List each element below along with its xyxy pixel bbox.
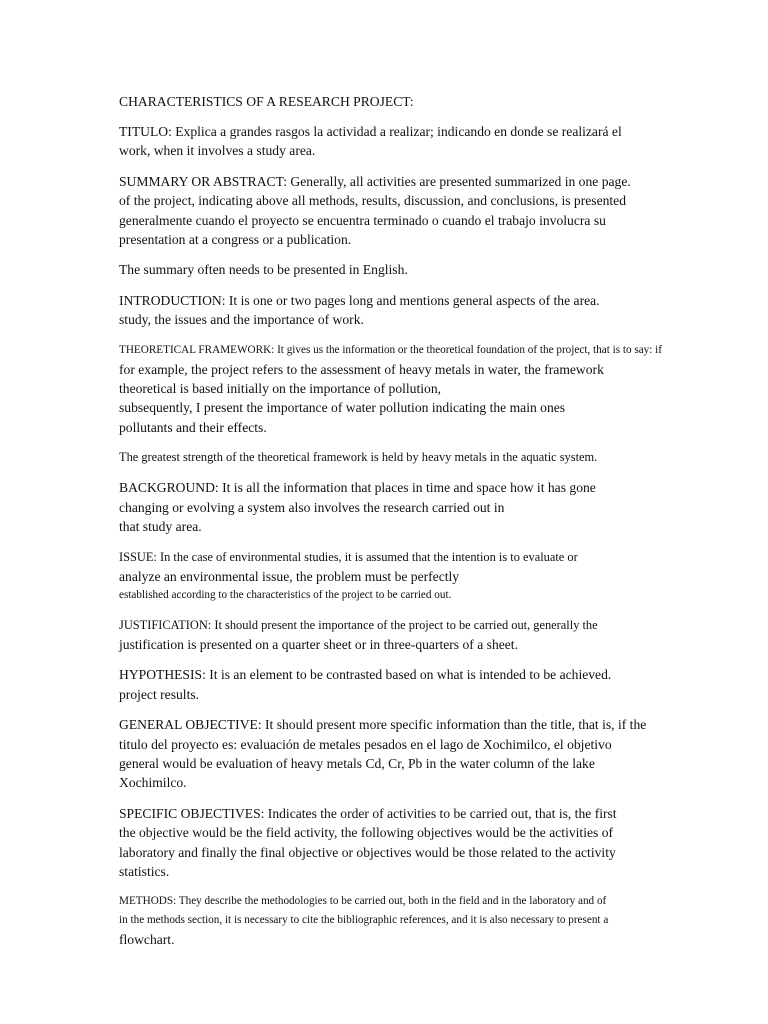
paragraph-summary-english	[119, 260, 659, 279]
paragraph-theoretical-framework	[119, 341, 663, 438]
paragraph-line: changing or evolving a system also involves the research carried out in	[119, 499, 505, 515]
paragraph-specific-objectives	[119, 804, 659, 882]
paragraph-justification	[119, 616, 659, 654]
paragraph-line: generalmente cuando el proyecto se encuentra terminado o cuando el trabajo involucra su	[119, 212, 606, 228]
paragraph-line: SUMMARY OR ABSTRACT: Generally, all activities are presented summarized in one page.	[119, 173, 631, 189]
paragraph-line: INTRODUCTION: It is one or two pages long and mentions general aspects of the area.	[119, 292, 600, 308]
paragraph-line: subsequently, I present the importance of water pollution indicating the main ones	[119, 400, 566, 416]
paragraph-issue	[119, 548, 659, 605]
paragraph-line: the objective would be the field activity, the following objectives would be the activities of	[119, 825, 614, 841]
paragraph-methods	[119, 892, 659, 949]
paragraph-line: METHODS: They describe the methodologies to be carried out, both in the field and in the laboratory and of	[119, 895, 607, 908]
paragraph-line: ISSUE: In the case of environmental studies, it is assumed that the intention is to evaluate or	[119, 549, 578, 564]
paragraph-line: theoretical is based initially on the importance of pollution,	[119, 381, 442, 397]
paragraph-greatest-strength	[119, 448, 659, 467]
paragraph-introduction	[119, 291, 659, 330]
paragraph-line: project results.	[119, 686, 200, 702]
paragraph-line: in the methods section, it is necessary to cite the bibliographic references, and it is also necessary to present a	[119, 914, 609, 927]
document-page	[119, 92, 663, 961]
paragraph-line: Xochimilco.	[119, 775, 187, 791]
paragraph-titulo	[119, 122, 659, 161]
document-body	[119, 122, 663, 950]
paragraph-line: flowchart.	[119, 932, 175, 948]
document-title: CHARACTERISTICS OF A RESEARCH PROJECT:	[119, 94, 414, 109]
paragraph-line: justification is presented on a quarter sheet or in three-quarters of a sheet.	[119, 636, 518, 652]
paragraph-line: established according to the characteristics of the project to be carried out.	[119, 588, 452, 601]
paragraph-line: The summary often needs to be presented in English.	[119, 262, 408, 278]
paragraph-line: presentation at a congress or a publication.	[119, 232, 352, 248]
paragraph-line: THEORETICAL FRAMEWORK: It gives us the information or the theoretical foundation of the project, that is to say: if	[119, 343, 663, 356]
paragraph-line: JUSTIFICATION: It should present the importance of the project to be carried out, generally the	[119, 617, 598, 632]
paragraph-line: HYPOTHESIS: It is an element to be contrasted based on what is intended to be achieved.	[119, 667, 612, 683]
paragraph-background	[119, 478, 659, 536]
paragraph-line: pollutants and their effects.	[119, 419, 267, 435]
paragraph-line: of the project, indicating above all methods, results, discussion, and conclusions, is presented	[119, 193, 627, 209]
paragraph-general-objective	[119, 715, 659, 793]
paragraph-line: TITULO: Explica a grandes rasgos la actividad a realizar; indicando en donde se realizará el	[119, 124, 622, 139]
paragraph-line: that study area.	[119, 519, 202, 535]
paragraph-line: for example, the project refers to the assessment of heavy metals in water, the framework	[119, 361, 604, 377]
paragraph-line: laboratory and finally the final objective or objectives would be those related to the activity	[119, 844, 616, 860]
paragraph-line: statistics.	[119, 863, 170, 879]
paragraph-line: BACKGROUND: It is all the information that places in time and space how it has gone	[119, 480, 596, 496]
paragraph-line: analyze an environmental issue, the problem must be perfectly	[119, 568, 460, 584]
paragraph-line: general would be evaluation of heavy metals Cd, Cr, Pb in the water column of the lake	[119, 755, 595, 771]
paragraph-line: The greatest strength of the theoretical framework is held by heavy metals in the aquatic system.	[119, 450, 598, 465]
paragraph-line: GENERAL OBJECTIVE: It should present more specific information than the title, that is, if the	[119, 717, 647, 733]
paragraph-line: study, the issues and the importance of work.	[119, 312, 364, 328]
paragraph-line: titulo del proyecto es: evaluación de metales pesados en el lago de Xochimilco, el objetivo	[119, 736, 612, 752]
paragraph-summary	[119, 172, 659, 250]
paragraph-line: SPECIFIC OBJECTIVES: Indicates the order of activities to be carried out, that is, the first	[119, 805, 617, 821]
paragraph-line: work, when it involves a study area.	[119, 143, 316, 159]
paragraph-hypothesis	[119, 665, 659, 704]
